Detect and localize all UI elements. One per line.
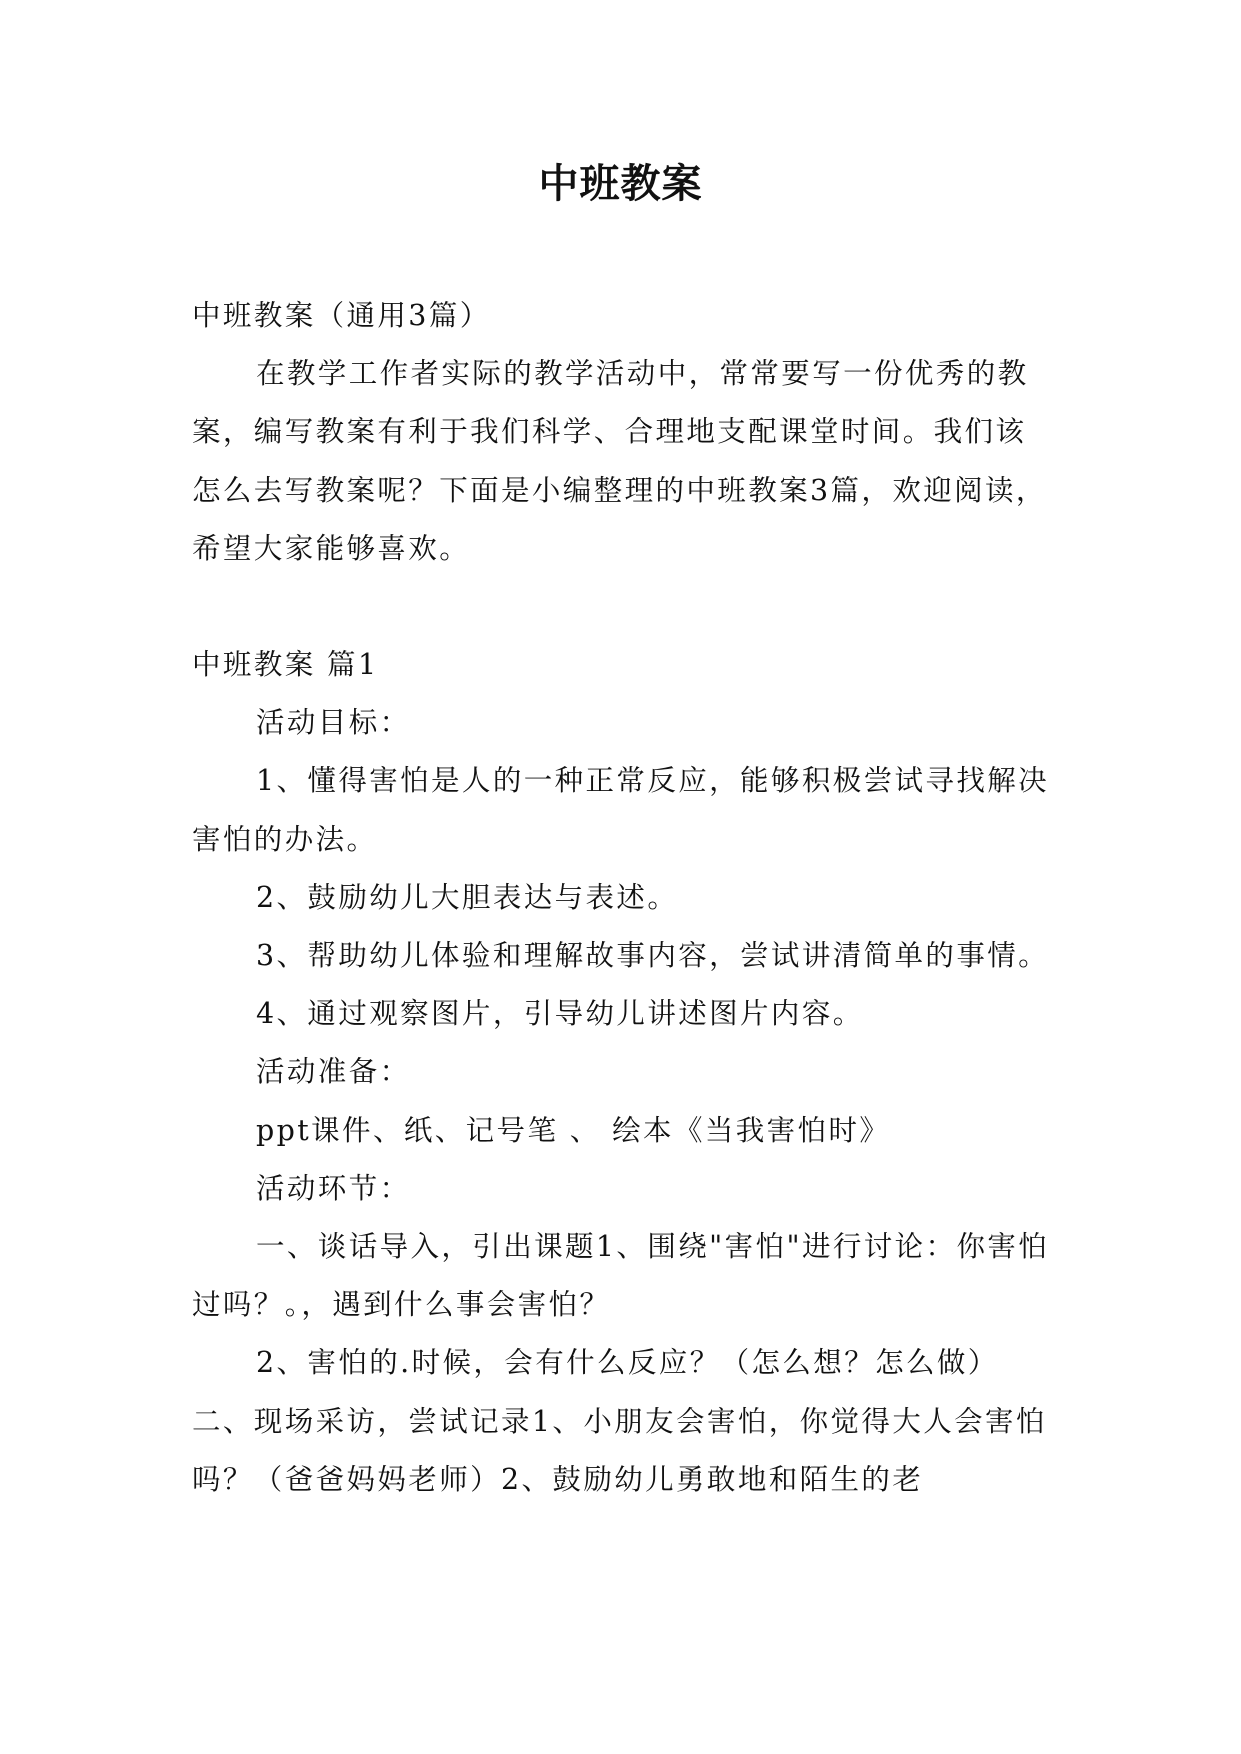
activity-goals-heading: 活动目标： <box>256 706 411 740</box>
goal-item-4: 4、通过观察图片，引导幼儿讲述图片内容。 <box>256 997 864 1031</box>
step-paragraph-2: 2、害怕的.时候，会有什么反应？（怎么想？怎么做）二、现场采访，尝试记录1、小朋友会害怕，你觉得大人会害怕吗？（爸爸妈妈老师）2、鼓励幼儿勇敢地和陌生的老 <box>192 1346 1047 1496</box>
intro-paragraph: 在教学工作者实际的教学活动中，常常要写一份优秀的教案，编写教案有利于我们科学、合理地支配课堂时间。我们该怎么去写教案呢？下面是小编整理的中班教案3篇，欢迎阅读，希望大家能够喜欢。 <box>192 357 1047 565</box>
step-paragraph-1: 一、谈话导入，引出课题1、围绕"害怕"进行讨论：你害怕过吗？。，遇到什么事会害怕？ <box>192 1230 1050 1322</box>
section-heading: 中班教案 篇1 <box>192 648 379 682</box>
activity-preparation-heading: 活动准备： <box>256 1055 411 1089</box>
document-body <box>192 287 1052 1509</box>
preparation-materials: ppt课件、纸、记号笔 、 绘本《当我害怕时》 <box>256 1113 891 1147</box>
document-subtitle: 中班教案（通用3篇） <box>192 299 491 332</box>
paragraph-spacer <box>192 578 1052 636</box>
goal-item-3: 3、帮助幼儿体验和理解故事内容，尝试讲清简单的事情。 <box>256 939 1050 973</box>
activity-steps-heading: 活动环节： <box>256 1171 411 1205</box>
goal-item-2: 2、鼓励幼儿大胆表达与表述。 <box>256 880 679 914</box>
document-title: 中班教案 <box>538 160 703 207</box>
goal-item-1: 1、懂得害怕是人的一种正常反应，能够积极尝试寻找解决害怕的办法。 <box>192 764 1050 856</box>
